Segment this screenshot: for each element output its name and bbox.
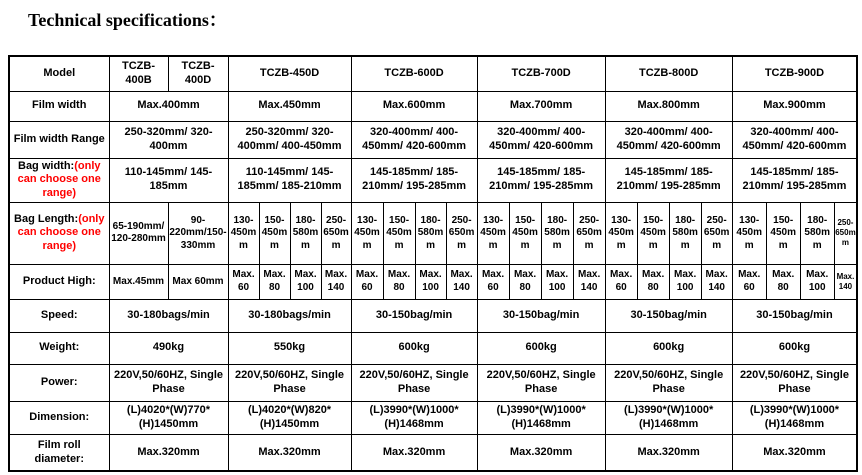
cell-product-high-450d-h2: Max. 100 <box>290 264 321 299</box>
cell-bag-length-450d-r0: 130-450mm <box>228 202 259 264</box>
cell-bag-length-400d: 90-220mm/150-330mm <box>168 202 228 264</box>
cell-product-high-600d-h1: Max. 80 <box>383 264 415 299</box>
cell-weight-800d: 600kg <box>605 332 732 364</box>
table-row-bag-length <box>9 202 857 264</box>
cell-film-roll-450d: Max.320mm <box>228 434 351 471</box>
cell-product-high-800d-h2: Max. 100 <box>669 264 701 299</box>
table-row-film-width-range <box>9 121 857 158</box>
table-row-product-high <box>9 264 857 299</box>
cell-film-width-range-600d: 320-400mm/ 400-450mm/ 420-600mm <box>351 121 477 158</box>
cell-bag-length-900d-r1: 150-450mm <box>766 202 800 264</box>
cell-product-high-400d: Max 60mm <box>168 264 228 299</box>
cell-weight-400b-400d: 490kg <box>109 332 228 364</box>
cell-film-roll-800d: Max.320mm <box>605 434 732 471</box>
cell-power-400b-400d: 220V,50/60HZ, Single Phase <box>109 364 228 401</box>
cell-product-high-600d-h0: Max. 60 <box>351 264 383 299</box>
cell-model-450d: TCZB-450D <box>228 56 351 91</box>
cell-weight-900d: 600kg <box>732 332 857 364</box>
table-row-weight <box>9 332 857 364</box>
row-label-model: Model <box>9 56 109 91</box>
cell-product-high-400b: Max.45mm <box>109 264 168 299</box>
cell-film-width-range-400b-400d: 250-320mm/ 320-400mm <box>109 121 228 158</box>
cell-film-width-600d: Max.600mm <box>351 91 477 121</box>
cell-power-900d: 220V,50/60HZ, Single Phase <box>732 364 857 401</box>
cell-dimension-450d: (L)4020*(W)820*(H)1450mm <box>228 401 351 434</box>
cell-product-high-700d-h3: Max. 140 <box>573 264 605 299</box>
cell-bag-width-700d: 145-185mm/ 185-210mm/ 195-285mm <box>477 158 605 202</box>
cell-bag-length-800d-r0: 130-450mm <box>605 202 637 264</box>
cell-film-width-900d: Max.900mm <box>732 91 857 121</box>
cell-bag-length-800d-r3: 250-650mm <box>701 202 732 264</box>
cell-weight-600d: 600kg <box>351 332 477 364</box>
cell-dimension-600d: (L)3990*(W)1000*(H)1468mm <box>351 401 477 434</box>
cell-speed-600d: 30-150bag/min <box>351 299 477 332</box>
cell-model-400b: TCZB-400B <box>109 56 168 91</box>
bag-length-label: Bag Length: <box>14 212 79 225</box>
cell-bag-length-900d-r0: 130-450mm <box>732 202 766 264</box>
cell-product-high-450d-h0: Max. 60 <box>228 264 259 299</box>
cell-bag-length-700d-r3: 250-650mm <box>573 202 605 264</box>
cell-weight-700d: 600kg <box>477 332 605 364</box>
bag-length-label-note: (only can choose one range) <box>17 212 105 253</box>
cell-product-high-700d-h2: Max. 100 <box>541 264 573 299</box>
row-label-weight: Weight: <box>9 332 109 364</box>
cell-film-width-800d: Max.800mm <box>605 91 732 121</box>
cell-bag-length-600d-r0: 130-450mm <box>351 202 383 264</box>
table-row-film-width <box>9 91 857 121</box>
spec-table <box>8 55 858 472</box>
cell-product-high-900d-h3: Max.140 <box>834 264 857 299</box>
cell-film-width-700d: Max.700mm <box>477 91 605 121</box>
cell-bag-length-450d-r2: 180-580mm <box>290 202 321 264</box>
row-label-product-high: Product High: <box>9 264 109 299</box>
cell-product-high-900d-h2: Max. 100 <box>800 264 834 299</box>
cell-product-high-800d-h0: Max. 60 <box>605 264 637 299</box>
table-row-film-roll-diameter <box>9 434 857 471</box>
cell-bag-length-800d-r2: 180-580mm <box>669 202 701 264</box>
cell-model-900d: TCZB-900D <box>732 56 857 91</box>
cell-film-roll-400b-400d: Max.320mm <box>109 434 228 471</box>
cell-film-width-range-700d: 320-400mm/ 400-450mm/ 420-600mm <box>477 121 605 158</box>
row-label-film-width-range: Film width Range <box>9 121 109 158</box>
row-label-film-roll-diameter: Film roll diameter: <box>9 434 109 471</box>
cell-bag-length-600d-r3: 250-650mm <box>446 202 477 264</box>
cell-product-high-900d-h1: Max. 80 <box>766 264 800 299</box>
cell-speed-450d: 30-180bags/min <box>228 299 351 332</box>
cell-model-400d: TCZB-400D <box>168 56 228 91</box>
table-row-model <box>9 56 857 91</box>
row-label-power: Power: <box>9 364 109 401</box>
cell-film-roll-600d: Max.320mm <box>351 434 477 471</box>
page-title: Technical specifications： <box>28 10 227 30</box>
cell-dimension-900d: (L)3990*(W)1000*(H)1468mm <box>732 401 857 434</box>
cell-speed-700d: 30-150bag/min <box>477 299 605 332</box>
cell-speed-400b-400d: 30-180bags/min <box>109 299 228 332</box>
cell-power-700d: 220V,50/60HZ, Single Phase <box>477 364 605 401</box>
cell-power-450d: 220V,50/60HZ, Single Phase <box>228 364 351 401</box>
cell-product-high-600d-h3: Max. 140 <box>446 264 477 299</box>
cell-bag-length-450d-r1: 150-450mm <box>259 202 290 264</box>
cell-bag-length-800d-r1: 150-450mm <box>637 202 669 264</box>
cell-model-800d: TCZB-800D <box>605 56 732 91</box>
table-row-dimension <box>9 401 857 434</box>
row-label-speed: Speed: <box>9 299 109 332</box>
cell-bag-length-700d-r1: 150-450mm <box>509 202 541 264</box>
cell-bag-length-900d-r2: 180-580mm <box>800 202 834 264</box>
bag-width-label: Bag width: <box>18 159 75 172</box>
cell-bag-length-600d-r1: 150-450mm <box>383 202 415 264</box>
cell-product-high-450d-h3: Max. 140 <box>321 264 351 299</box>
cell-bag-width-600d: 145-185mm/ 185-210mm/ 195-285mm <box>351 158 477 202</box>
cell-film-width-range-900d: 320-400mm/ 400-450mm/ 420-600mm <box>732 121 857 158</box>
table-row-power <box>9 364 857 401</box>
cell-bag-length-700d-r0: 130-450mm <box>477 202 509 264</box>
cell-weight-450d: 550kg <box>228 332 351 364</box>
cell-dimension-800d: (L)3990*(W)1000*(H)1468mm <box>605 401 732 434</box>
cell-bag-width-800d: 145-185mm/ 185-210mm/ 195-285mm <box>605 158 732 202</box>
table-row-bag-width <box>9 158 857 202</box>
cell-model-600d: TCZB-600D <box>351 56 477 91</box>
cell-power-800d: 220V,50/60HZ, Single Phase <box>605 364 732 401</box>
cell-bag-width-400b-400d: 110-145mm/ 145-185mm <box>109 158 228 202</box>
cell-bag-length-400b: 65-190mm/ 120-280mm <box>109 202 168 264</box>
cell-dimension-400b-400d: (L)4020*(W)770*(H)1450mm <box>109 401 228 434</box>
cell-film-width-range-450d: 250-320mm/ 320-400mm/ 400-450mm <box>228 121 351 158</box>
cell-product-high-600d-h2: Max. 100 <box>415 264 446 299</box>
cell-bag-length-900d-r3: 250-650mm <box>834 202 857 264</box>
cell-bag-length-600d-r2: 180-580mm <box>415 202 446 264</box>
cell-bag-length-450d-r3: 250-650mm <box>321 202 351 264</box>
cell-bag-length-700d-r2: 180-580mm <box>541 202 573 264</box>
cell-product-high-800d-h1: Max. 80 <box>637 264 669 299</box>
cell-film-width-range-800d: 320-400mm/ 400-450mm/ 420-600mm <box>605 121 732 158</box>
cell-dimension-700d: (L)3990*(W)1000*(H)1468mm <box>477 401 605 434</box>
cell-film-width-450d: Max.450mm <box>228 91 351 121</box>
cell-product-high-800d-h3: Max. 140 <box>701 264 732 299</box>
cell-film-roll-900d: Max.320mm <box>732 434 857 471</box>
row-label-bag-width <box>9 158 109 202</box>
cell-speed-900d: 30-150bag/min <box>732 299 857 332</box>
bag-width-label-note: (only can choose one range) <box>17 159 101 199</box>
row-label-bag-length <box>9 202 109 264</box>
cell-film-width-400b-400d: Max.400mm <box>109 91 228 121</box>
cell-speed-800d: 30-150bag/min <box>605 299 732 332</box>
cell-film-roll-700d: Max.320mm <box>477 434 605 471</box>
cell-product-high-900d-h0: Max. 60 <box>732 264 766 299</box>
cell-bag-width-900d: 145-185mm/ 185-210mm/ 195-285mm <box>732 158 857 202</box>
table-row-speed <box>9 299 857 332</box>
cell-product-high-700d-h1: Max. 80 <box>509 264 541 299</box>
cell-model-700d: TCZB-700D <box>477 56 605 91</box>
row-label-film-width: Film width <box>9 91 109 121</box>
cell-bag-width-450d: 110-145mm/ 145-185mm/ 185-210mm <box>228 158 351 202</box>
cell-product-high-700d-h0: Max. 60 <box>477 264 509 299</box>
row-label-dimension: Dimension: <box>9 401 109 434</box>
cell-product-high-450d-h1: Max. 80 <box>259 264 290 299</box>
cell-power-600d: 220V,50/60HZ, Single Phase <box>351 364 477 401</box>
